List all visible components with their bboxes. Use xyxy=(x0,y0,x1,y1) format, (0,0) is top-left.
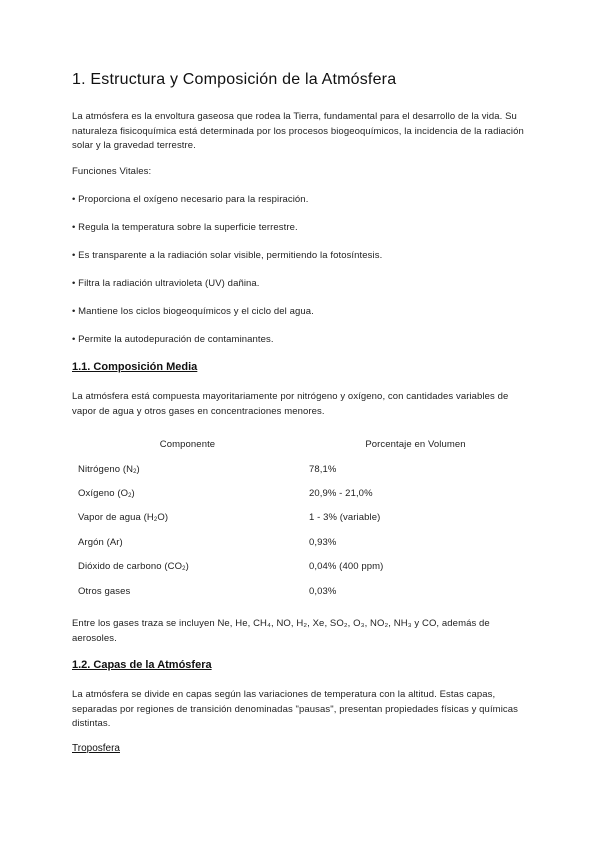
column-header-porcentaje: Porcentaje en Volumen xyxy=(365,438,466,450)
trace-gases-paragraph: Entre los gases traza se incluyen Ne, He, CH₄, NO, H₂, Xe, SO₂, O₃, NO₂, NH₃ y CO, además de aerosoles. xyxy=(72,618,490,644)
list-item: • Mantiene los ciclos biogeoquímicos y el ciclo del agua. xyxy=(72,306,314,317)
component-value: 78,1% xyxy=(309,463,337,475)
component-value: 0,04% (400 ppm) xyxy=(309,561,384,573)
component-name: Otros gases xyxy=(78,585,131,597)
funciones-heading: Funciones Vitales: xyxy=(72,166,152,177)
list-item: • Filtra la radiación ultravioleta (UV) dañina. xyxy=(72,278,260,289)
section-heading-capas: 1.2. Capas de la Atmósfera xyxy=(72,659,212,671)
component-name: Nitrógeno $(N_2)$ xyxy=(78,463,140,475)
composicion-paragraph: La atmósfera está compuesta mayoritariamente por nitrógeno y oxígeno, con cantidades variables de vapor de agua y otros gases en concentraciones menores. xyxy=(72,391,509,417)
table-row xyxy=(72,457,528,481)
list-item: • Permite la autodepuración de contaminantes. xyxy=(72,334,274,345)
component-value: 1 - 3% (variable) xyxy=(309,512,381,524)
list-item: • Es transparente a la radiación solar visible, permitiendo la fotosíntesis. xyxy=(72,250,383,261)
component-value: 20,9% - 21,0% xyxy=(309,488,373,500)
component-name: Dióxido de carbono $(CO_2)$ xyxy=(78,561,189,573)
troposfera-heading: Troposfera xyxy=(72,743,120,754)
table-row xyxy=(72,530,528,554)
page-title: 1. Estructura y Composición de la Atmósfera xyxy=(72,71,397,88)
intro-paragraph: La atmósfera es la envoltura gaseosa que rodea la Tierra, fundamental para el desarrollo de la vida. Su naturaleza fisicoquímica está determinada por los procesos biogeoquímicos, la incidencia de la radiación solar y la gravedad terrestre. xyxy=(72,111,524,151)
table-row xyxy=(72,555,528,579)
table-header-row xyxy=(72,431,528,457)
component-value: 0,03% xyxy=(309,585,337,597)
composition-table xyxy=(72,431,528,603)
component-name: Oxígeno $(O_2)$ xyxy=(78,488,135,500)
table-row xyxy=(72,506,528,530)
component-value: 0,93% xyxy=(309,536,337,548)
table-row xyxy=(72,481,528,505)
section-heading-composicion: 1.1. Composición Media xyxy=(72,361,198,373)
list-item: • Proporciona el oxígeno necesario para la respiración. xyxy=(72,194,309,205)
component-name: Vapor de agua $(H_2O)$ xyxy=(78,512,169,524)
capas-paragraph: La atmósfera se divide en capas según las variaciones de temperatura con la altitud. Estas capas, separadas por regiones de transición denominadas "pausas", presentan propiedades físicas y químicas distintas. xyxy=(72,689,518,729)
component-name: Argón (Ar) xyxy=(78,536,123,548)
table-row xyxy=(72,579,528,603)
list-item: • Regula la temperatura sobre la superficie terrestre. xyxy=(72,222,298,233)
column-header-componente: Componente xyxy=(159,438,216,450)
